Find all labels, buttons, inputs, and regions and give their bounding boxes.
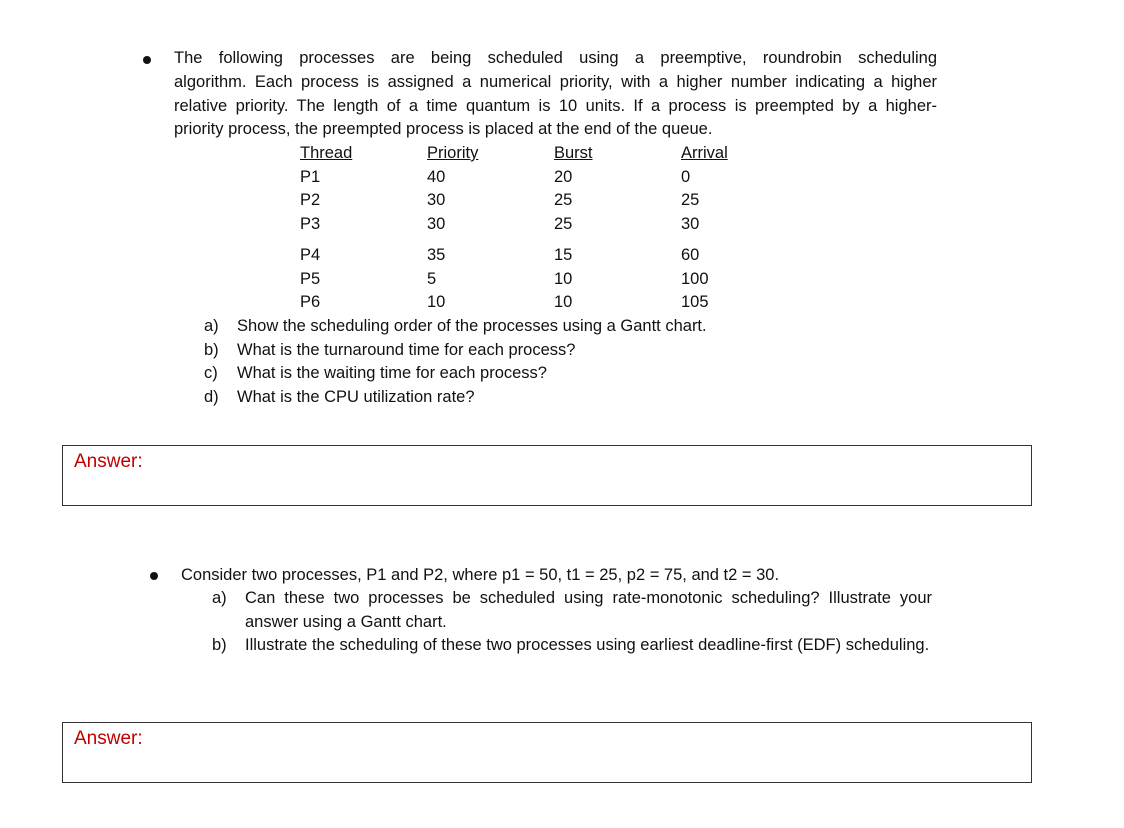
cell-burst: 10 [554,269,573,288]
paragraph-line: priority process, the preempted process is placed at the end of the queue. [174,120,713,139]
cell-arrival: 60 [681,246,700,264]
answer-box-2[interactable] [62,722,1032,783]
cell-priority: 5 [427,269,437,288]
subquestion-text: Illustrate the scheduling of these two processes using earliest deadline-first (EDF) scheduling. [245,636,930,654]
header-arrival: Arrival [681,144,728,162]
table-row [300,291,761,315]
table-header-row [300,142,761,166]
cell-priority: 40 [427,167,446,186]
paragraph-line: relative priority. The length of a time quantum is 10 units. If a process is preempted by a higher- [174,96,937,115]
cell-thread: P6 [300,293,321,311]
cell-priority: 30 [427,191,446,209]
cell-priority: 10 [427,293,446,311]
list-item [204,362,707,386]
list-item [204,386,707,410]
answer-box-1[interactable] [62,445,1032,506]
paragraph-line: The following processes are being scheduled using a preemptive, roundrobin scheduling [174,49,937,67]
header-burst: Burst [554,144,593,162]
table-row [300,189,761,213]
subquestion-label: a) [204,317,219,335]
cell-thread: P4 [300,246,321,264]
subquestion-text: What is the turnaround time for each process? [237,340,576,359]
cell-priority: 35 [427,246,446,264]
subquestion-text: Can these two processes be scheduled using rate-monotonic scheduling? Illustrate your answer using a Gantt chart. [245,589,932,631]
list-item [212,634,932,658]
header-thread: Thread [300,144,353,162]
subquestion-label: b) [204,340,219,359]
subquestion-label: a) [212,589,227,607]
table-row [300,268,761,292]
list-item [212,587,932,634]
cell-burst: 10 [554,293,573,311]
question-2-subquestions [212,587,932,658]
header-priority: Priority [427,144,479,162]
bullet-question-1 [143,56,151,64]
cell-thread: P5 [300,269,321,288]
table-row [300,236,761,268]
cell-burst: 15 [554,246,573,264]
bullet-question-2 [150,572,158,580]
cell-thread: P3 [300,214,321,233]
cell-thread: P2 [300,191,321,209]
answer-label: Answer: [74,451,143,472]
subquestion-text: What is the CPU utilization rate? [237,387,475,406]
table-row [300,213,761,237]
answer-label: Answer: [74,728,143,749]
question-2-text: Consider two processes, P1 and P2, where p1 = 50, t1 = 25, p2 = 75, and t2 = 30. [181,566,780,584]
process-table [300,142,761,315]
cell-priority: 30 [427,214,446,233]
cell-thread: P1 [300,167,321,186]
cell-burst: 25 [554,214,573,233]
paragraph-line: algorithm. Each process is assigned a numerical priority, with a higher number indicating a higher [174,72,937,91]
table-row [300,166,761,190]
cell-arrival: 100 [681,269,709,288]
subquestion-label: b) [212,636,227,654]
question-1-paragraph [174,47,937,142]
subquestion-text: Show the scheduling order of the processes using a Gantt chart. [237,317,707,335]
subquestion-label: c) [204,364,218,382]
subquestion-text: What is the waiting time for each process? [237,364,547,382]
cell-burst: 20 [554,167,573,186]
cell-arrival: 0 [681,167,691,186]
subquestion-label: d) [204,387,219,406]
list-item [204,339,707,363]
cell-arrival: 30 [681,214,700,233]
cell-arrival: 105 [681,293,709,311]
question-1-subquestions [204,315,707,409]
list-item [204,315,707,339]
cell-burst: 25 [554,191,573,209]
cell-arrival: 25 [681,191,700,209]
